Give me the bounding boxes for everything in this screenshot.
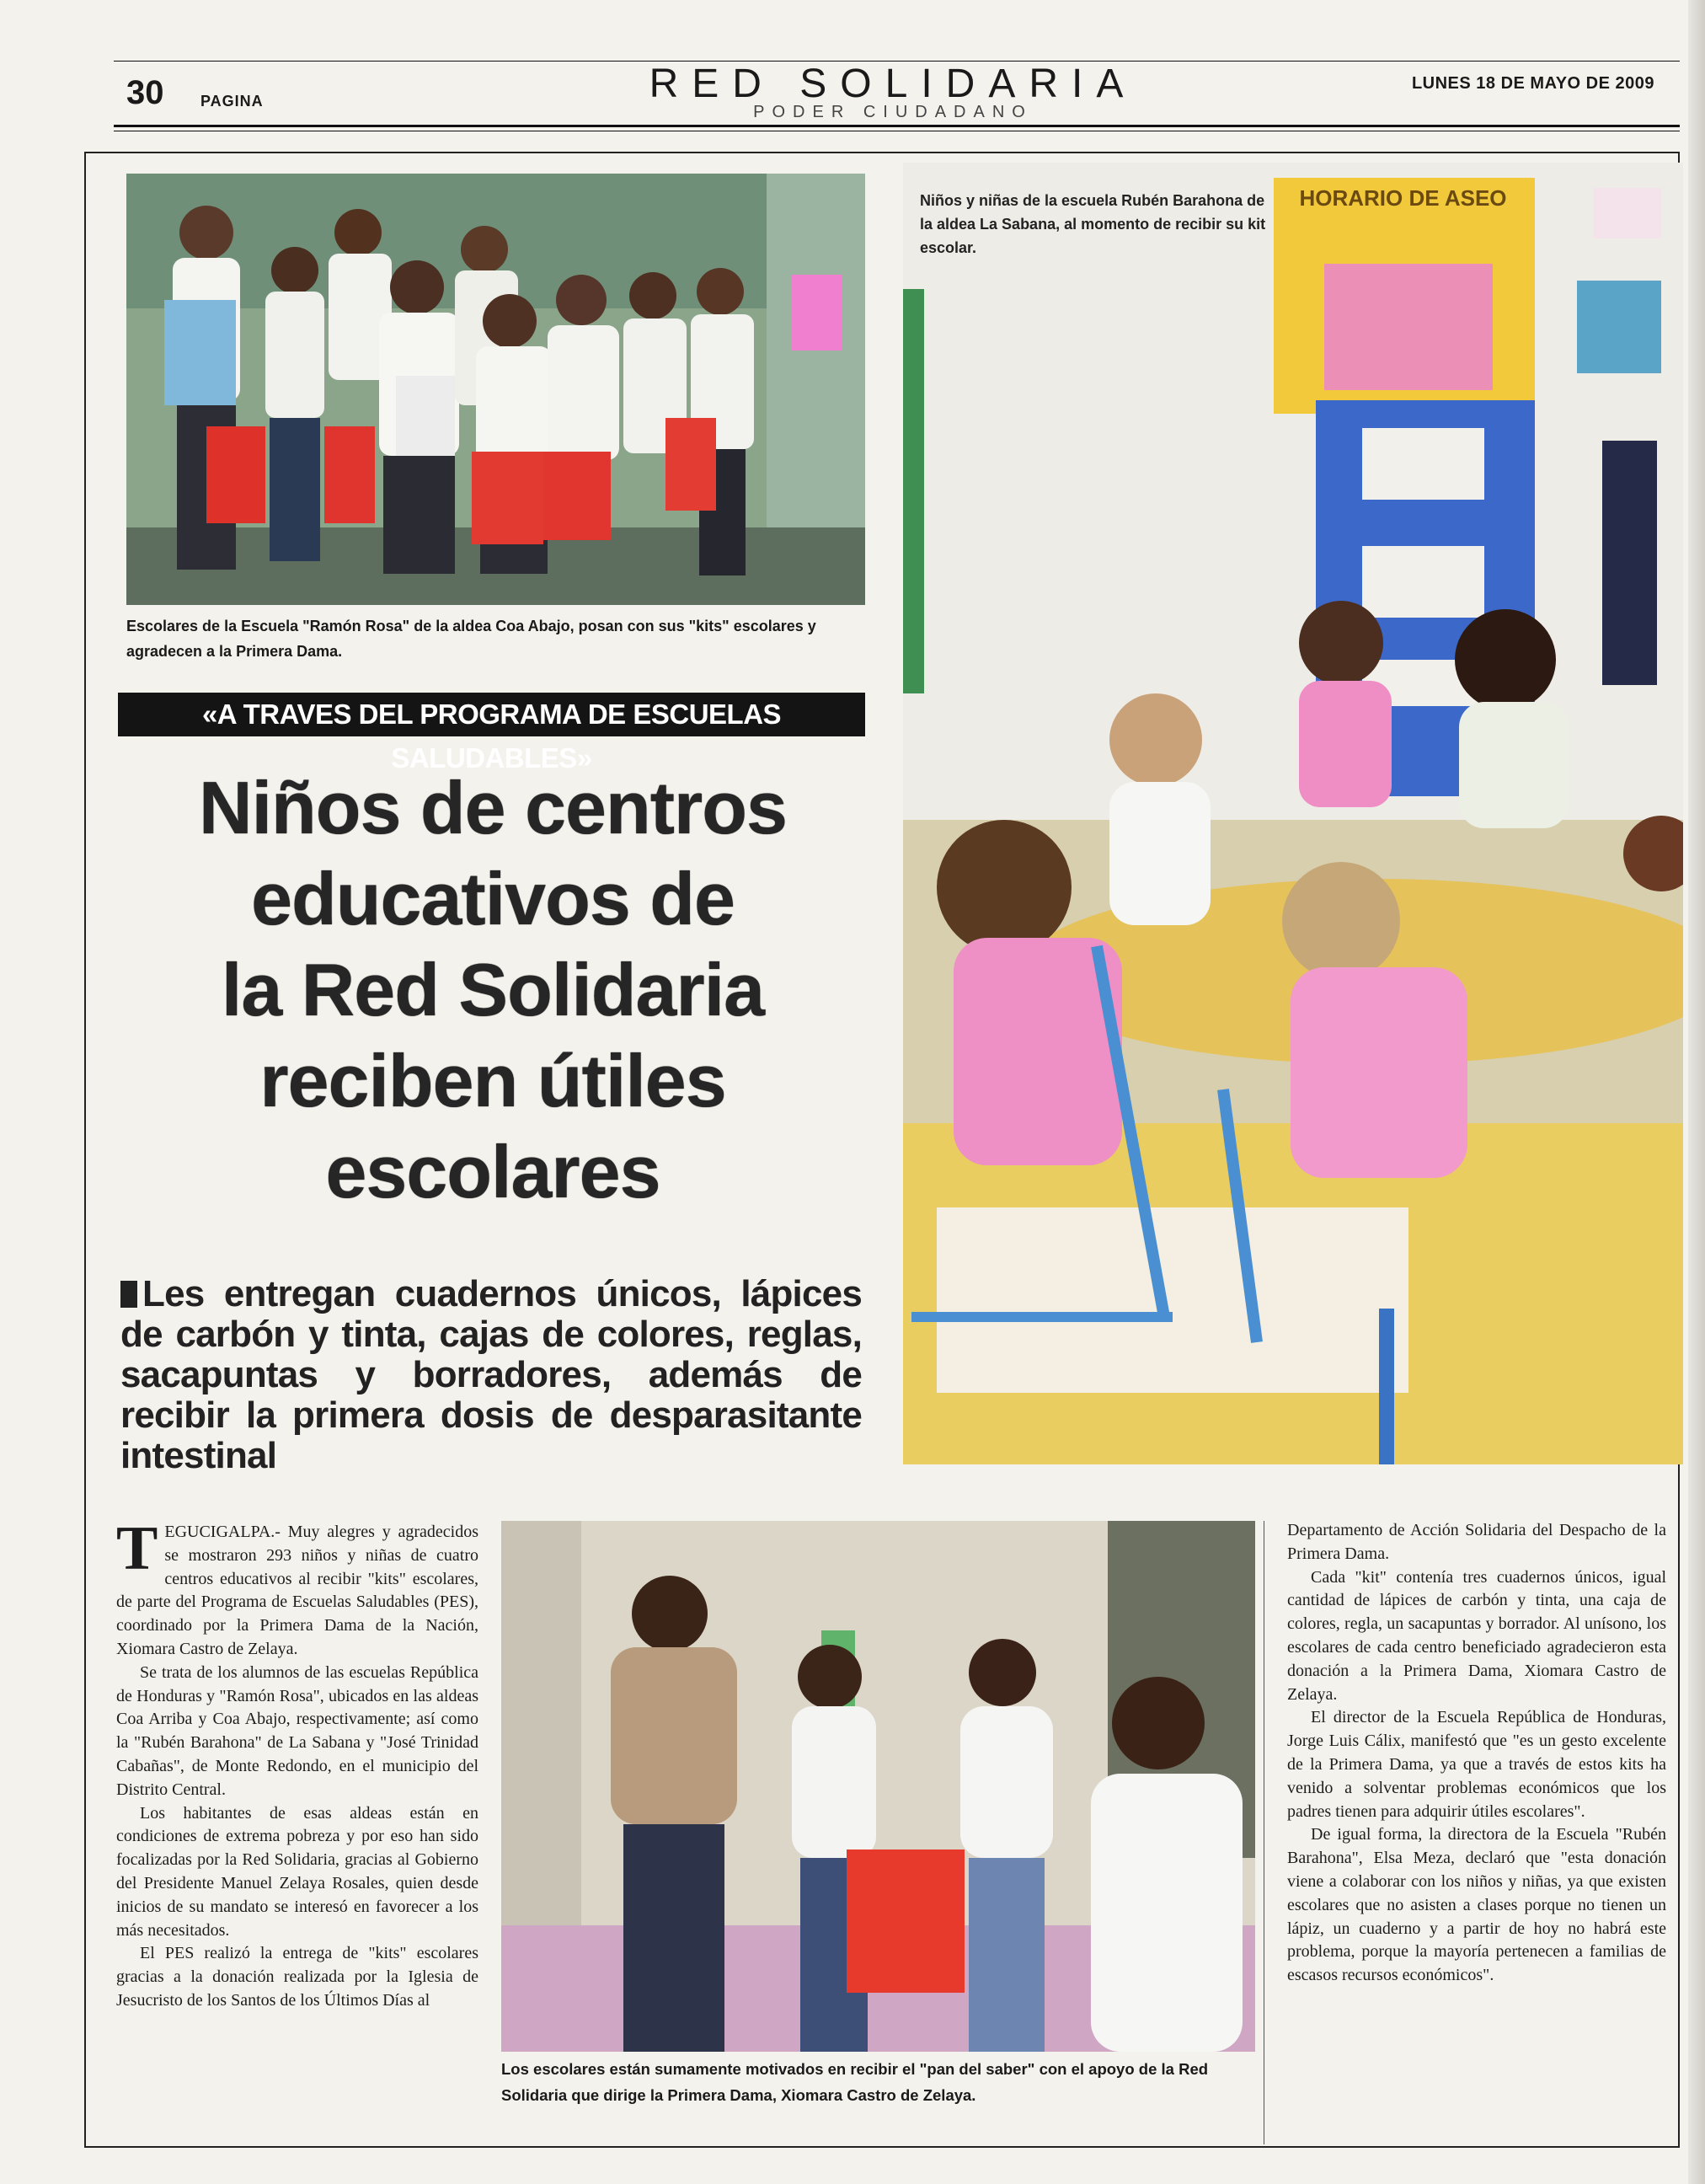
header-rule: [114, 125, 1680, 127]
photo-classroom-la-sabana: [903, 163, 1683, 1464]
headline-line: reciben útiles: [259, 1039, 726, 1122]
photo3-caption: Los escolares están sumamente motivados en recibir el "pan del saber" con el apoyo de la Red Solidaria que dirige la Primera Dama, Xiomara Castro de Zelaya.: [501, 2060, 1209, 2104]
article-headline: [118, 763, 868, 1218]
article-subdeck: [120, 1274, 862, 1476]
masthead: RED SOLIDARIA: [649, 62, 1137, 106]
photo-students-coa-abajo: [126, 174, 865, 605]
kit-handover-image: [501, 1521, 1255, 2052]
poster-title: HORARIO DE ASEO: [1299, 185, 1507, 211]
article-column-left: [116, 1514, 478, 2013]
headline-line: educativos de: [251, 857, 735, 940]
article-column-right: [1287, 1519, 1666, 1988]
headline-line: Niños de centros: [199, 766, 787, 849]
headline-line: la Red Solidaria: [221, 948, 765, 1031]
page-number: 30: [126, 74, 164, 111]
page-edge: [1688, 0, 1705, 2184]
page-label: PAGINA: [200, 93, 264, 110]
photo2-caption: Niños y niñas de la escuela Rubén Barahona de la aldea La Sabana, al momento de recibir su kit escolar.: [920, 192, 1266, 256]
issue-date: LUNES 18 DE MAYO DE 2009: [1411, 74, 1654, 93]
article-paragraph: El director de la Escuela República de Honduras, Jorge Luis Cálix, manifestó que "es un gesto excelente de la Primera Dama, ya que a través de estos kits ha venido a solventar problemas económicos que los padres tienen para adquirir útiles escolares".: [1287, 1708, 1666, 1821]
drop-cap: T: [116, 1514, 158, 1583]
students-group-image: [126, 174, 865, 605]
subdeck-text: Les entregan cuadernos únicos, lápices de carbón y tinta, cajas de colores, reglas, sacapuntas y borradores, además de recibir la primera dosis de desparasitante intestinal: [120, 1273, 862, 1476]
photo1-caption: Escolares de la Escuela "Ramón Rosa" de la aldea Coa Abajo, posan con sus "kits" escolares y agradecen a la Primera Dama.: [126, 618, 816, 660]
headline-line: escolares: [325, 1130, 660, 1213]
bullet-mark: [120, 1281, 137, 1308]
article-kicker: «A TRAVES DEL PROGRAMA DE ESCUELAS SALUDABLES»: [118, 693, 865, 736]
article-paragraph: TEGUCIGALPA.- Muy alegres y agradecidos se mostraron 293 niños y niñas de cuatro centros educativos al recibir "kits" escolares, de parte del Programa de Escuelas Saludables (PES), coordinado por la Primera Dama de la Nación, Xiomara Castro de Zelaya.: [116, 1514, 478, 1658]
article-paragraph: Departamento de Acción Solidaria del Despacho de la Primera Dama.: [1287, 1521, 1666, 1563]
article-paragraph: Se trata de los alumnos de las escuelas República de Honduras y "Ramón Rosa", ubicados en las aldeas Coa Arriba y Coa Abajo, respectivamente; así como la "Rubén Barahona" de La Sabana y "José Trinidad Cabañas", de Monte Redondo, en el municipio del Distrito Central.: [116, 1662, 478, 1799]
article-paragraph: El PES realizó la entrega de "kits" escolares gracias a la donación realizada por la Iglesia de Jesucristo de los Santos de los Últimos Días al: [116, 1944, 478, 2010]
article-paragraph: Los habitantes de esas aldeas están en condiciones de extrema pobreza y por eso han sido focalizadas por la Red Solidaria, gracias al Gobierno del Presidente Manuel Zelaya Rosales, quien desde inicios de su mandato se interesó en favorecer a los más necesitados.: [116, 1803, 478, 1940]
classroom-image: [903, 163, 1683, 1464]
photo-first-lady-kits: [501, 1521, 1255, 2052]
masthead-subtitle: PODER CIUDADANO: [753, 103, 1033, 121]
article-paragraph: De igual forma, la directora de la Escuela "Rubén Barahona", Elsa Meza, declaró que "esta donación viene a colaborar con los niños y niñas, ya que existen escolares que no asisten a clases porque no tienen un lápiz, un cuaderno y a partir de hoy no habrá este problema, porque la mayoría pertenecen a familias de escasos recursos económicos".: [1287, 1825, 1666, 1985]
article-paragraph: Cada "kit" contenía tres cuadernos únicos, igual cantidad de lápices de carbón y tinta, una caja de colores, regla, un sacapuntas y borrador. Al unísono, los escolares de cada centro beneficiado agradecieron esta donación a la Primera Dama, Xiomara Castro de Zelaya.: [1287, 1567, 1666, 1704]
